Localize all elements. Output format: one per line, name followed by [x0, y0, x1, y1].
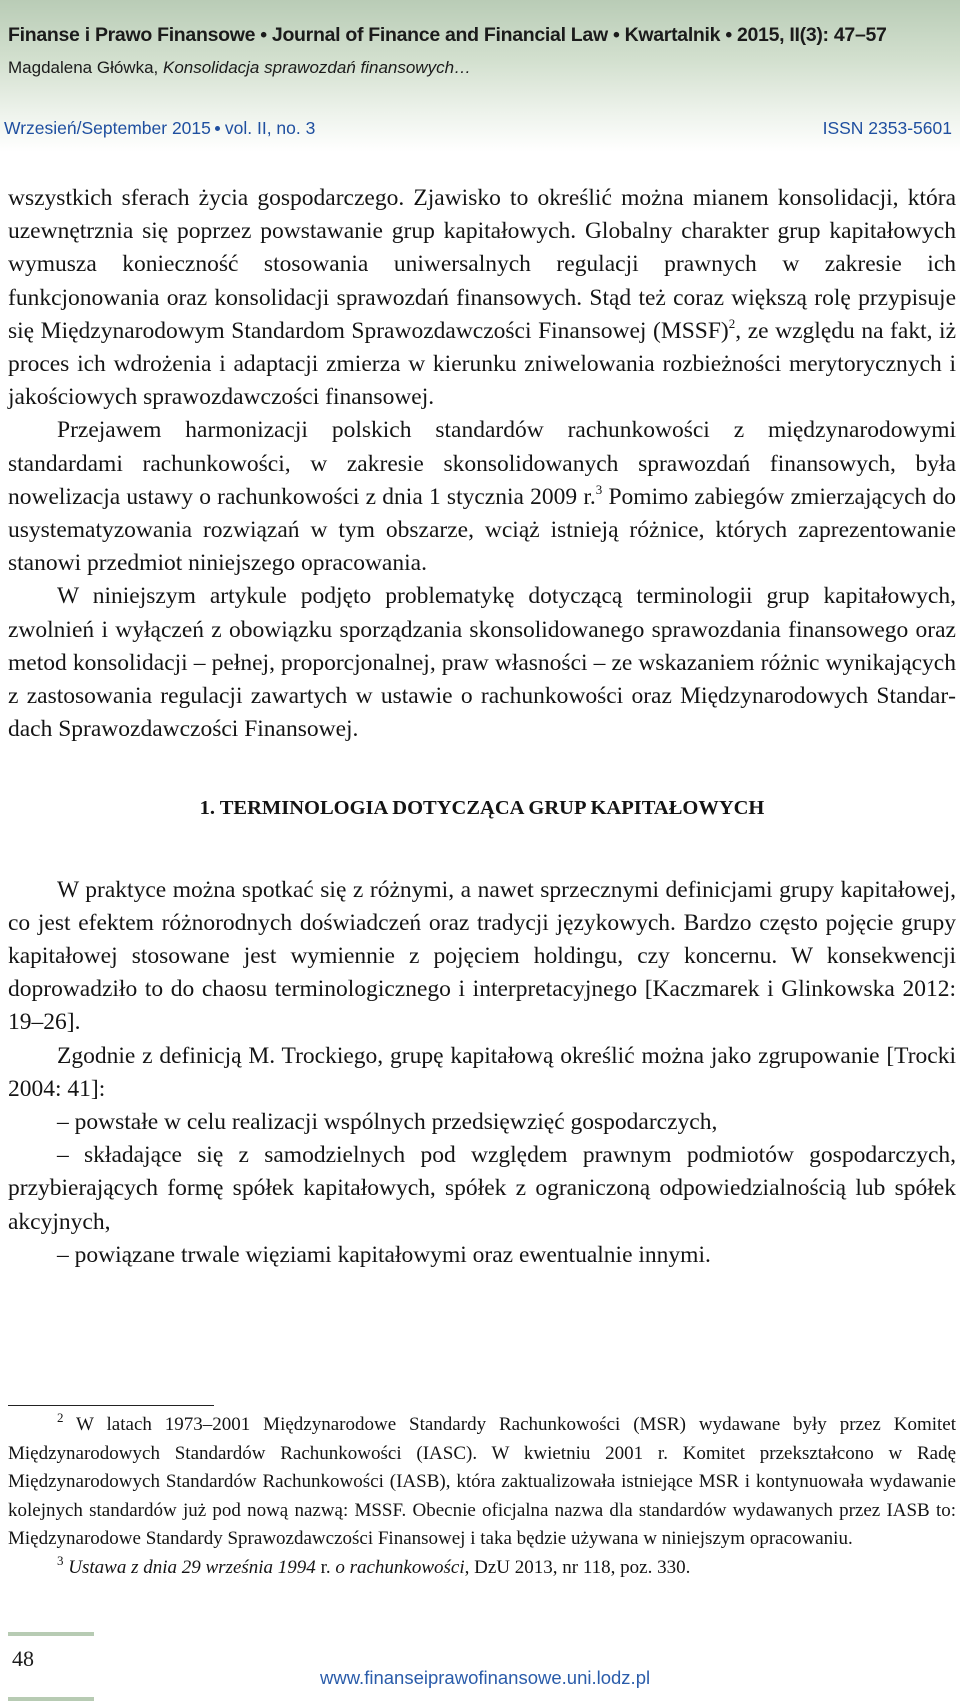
- issn: ISSN 2353-5601: [822, 118, 952, 138]
- footnote-text: Ustawa z dnia 29 września 1994: [63, 1556, 321, 1578]
- paragraph: [8, 182, 956, 414]
- list-item: – powstałe w celu realizacji wspólnych przedsięwzięć gospodarczych,: [57, 1109, 718, 1136]
- issue-date-line: [4, 118, 315, 139]
- footnote-text: o rachunkowości: [335, 1556, 465, 1578]
- paragraph-text: Pomimo zabiegów zmierzających do usystematyzowania rozwiązań w tym obszarze, wciąż istnieją różnice, których zaprezentowanie stanowi przedmiot niniejszego opracowania.: [8, 483, 956, 577]
- footnote-ref-3[interactable]: 3: [595, 481, 603, 497]
- article-body: [8, 182, 956, 1272]
- footnote-3: [8, 1554, 956, 1583]
- paragraph: Zgodnie z definicją M. Trockiego, grupę kapitałową określić można jako zgrupowanie [Trocki 2004: 41]:: [8, 1042, 956, 1102]
- paragraph: W praktyce można spotkać się z różnymi, a nawet sprzecznymi definicjami grupy kapitałowej, co jest efektem różnorodnych doświadczeń oraz tradycji językowych. Bardzo często pojęcie grupy kapitałowej stosowane jest wymiennie z pojęciem holdingu, czy koncernu. W konsekwencji doprowadziło to do chaosu terminologicznego i interpretacyjnego [Kaczmarek i Glinkowska 2012: 19–26].: [8, 876, 956, 1036]
- page-number: 48: [12, 1646, 34, 1671]
- footnote-mark: 2: [57, 1410, 64, 1425]
- paragraph-text: Przejawem harmonizacji polskich standardów rachunkowości z międzynarodowymi standardami rachunkowości, w zakresie skonsolidowanych sprawozdań finansowych, była nowelizacja ustawy o rachunkowości z dnia 1 stycznia 2009 r.: [8, 417, 956, 510]
- section-heading: 1. TERMINOLOGIA DOTYCZĄCA GRUP KAPITAŁOWYCH: [199, 797, 765, 820]
- author-name: Magdalena Główka,: [8, 58, 163, 77]
- issue-date: Wrzesień/September 2015: [4, 118, 211, 138]
- footnotes: [8, 1411, 956, 1583]
- paragraph-text: , ze względu na fakt, iż proces ich wdrożenia i adaptacji zmierza w kierunku zniwelowania rozbieżności merytorycznych i jakościowych sprawozdawczości finansowej.: [8, 317, 956, 411]
- article-title: Konsolidacja sprawozdań finansowych…: [162, 58, 472, 77]
- footnote-2: [8, 1411, 956, 1554]
- paragraph-text: wszystkich sferach życia gospodarczego. Zjawisko to określić można mianem konsolidacji, która uzewnętrznia się poprzez powstawanie grup kapitałowych. Globalny charakter grup kapitałowych wymusza konieczność stosowania uniwersalnych regulacji prawnych w zakresie ich funkcjonowania oraz konsolidacji sprawozdań finansowych. Stąd też coraz większą rolę przypisuje się Międzynarodowym Standardom Sprawozdawczości Finansowej (MSSF): [8, 185, 956, 344]
- issue-volume: vol. II, no. 3: [224, 118, 316, 138]
- page-number-rule: [8, 1697, 94, 1701]
- footnote-text: W latach 1973–2001 Międzynarodowe Standardy Rachunkowości (MSR) wydawane były przez Komitet Międzynarodowych Standardów Rachunkowości (IASC). W kwietniu 2001 r. Komitet przekształcono w Radę Międzynarodowych Standardów Rachunkowości (IASB), która zaktualizowała istniejące MSR i kontynuowała wydawanie kolejnych standardów już pod nową nazwą: MSSF. Obecnie oficjalna nazwa dla standardów wydawanych przez IASB to: Międzynarodowe Standardy Sprawozdawczości Finansowej i taka będzie używana w niniejszym opracowaniu.: [8, 1414, 956, 1550]
- footnote-ref-2[interactable]: 2: [728, 315, 736, 331]
- paragraph: W niniejszym artykule podjęto problematykę dotyczącą terminologii grup kapitałowych, zwolnień i wyłączeń z obowiązku sporządzania skonsolidowanego sprawozdania finansowego oraz metod konsolidacji – pełnej, proporcjonalnej, praw własności – ze wskazaniem różnic wynikających z zastosowania regulacji zawartych w ustawie o rachunkowości oraz Międzynarodowych Standardach Sprawozdawczości Finansowej.: [8, 583, 956, 743]
- footnote-mark: 3: [57, 1552, 64, 1568]
- footnote-text: , DzU 2013, nr 118, poz. 330.: [464, 1556, 691, 1578]
- page-number-rule: [8, 1632, 94, 1636]
- list-item: – powiązane trwale więziami kapitałowymi oraz ewentualnie innymi.: [57, 1241, 711, 1268]
- journal-website-link[interactable]: www.finanseiprawofinansowe.uni.lodz.pl: [320, 1667, 651, 1688]
- author-line: [8, 58, 471, 78]
- list-item: – składające się z samodzielnych pod względem prawnym podmiotów gospodarczych, przybierających formę spółek kapitałowych, spółek z ograniczoną odpowiedzialnością lub spółek akcyjnych,: [8, 1142, 956, 1235]
- paragraph: [8, 414, 956, 580]
- footnote-separator: [8, 1405, 214, 1406]
- footnote-text: r.: [320, 1556, 336, 1578]
- bullet-icon: [215, 126, 220, 131]
- running-header: [0, 0, 960, 152]
- journal-title-line: Finanse i Prawo Finansowe • Journal of Finance and Financial Law • Kwartalnik • 2015, II(3): 47–57: [8, 24, 887, 46]
